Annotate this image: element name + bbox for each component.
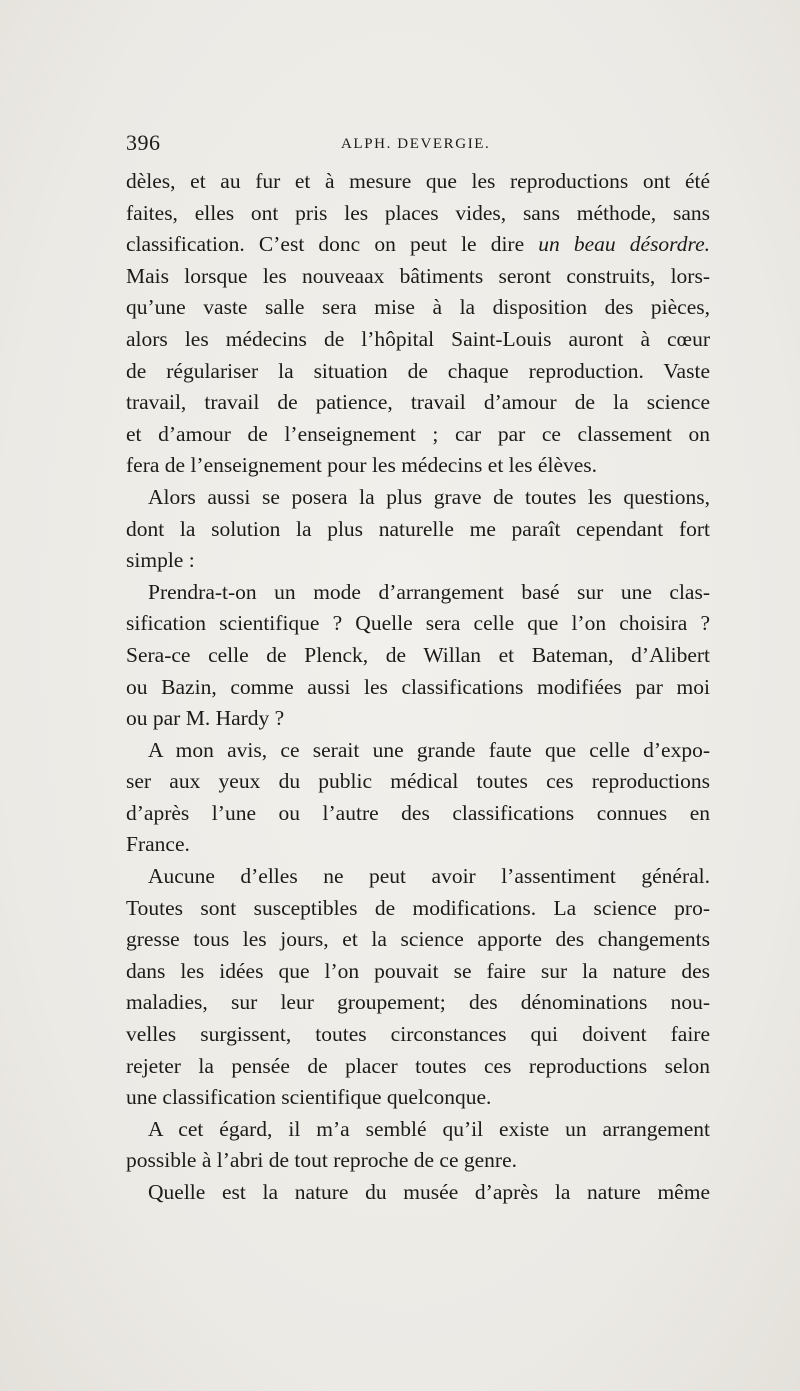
paragraph bbox=[126, 577, 710, 735]
page-header bbox=[126, 130, 710, 160]
text-line: Alors aussi se posera la plus grave de toutes les questions, bbox=[148, 484, 710, 509]
text-line: ou Bazin, comme aussi les classifications modifiées par moi bbox=[126, 674, 710, 699]
text-line: dèles, et au fur et à mesure que les reproductions ont été bbox=[126, 169, 710, 193]
paragraph bbox=[126, 735, 710, 861]
text-line: qu’une vaste salle sera mise à la disposition des pièces, bbox=[126, 295, 710, 320]
paragraph bbox=[126, 166, 710, 482]
text-line: gresse tous les jours, et la science apporte des changements bbox=[126, 927, 710, 952]
text-line: dont la solution la plus naturelle me paraît cependant fort bbox=[126, 516, 710, 541]
text-line: Sera-ce celle de Plenck, de Willan et Bateman, d’Alibert bbox=[126, 642, 710, 667]
text-line: Mais lorsque les nouveaax bâtiments seront construits, lors- bbox=[126, 263, 710, 288]
paragraph bbox=[126, 1114, 710, 1177]
italic-phrase: un beau désordre. bbox=[538, 232, 710, 257]
text-line: ser aux yeux du public médical toutes ces reproductions bbox=[126, 769, 710, 794]
text-line: A cet égard, il m’a semblé qu’il existe un arrangement bbox=[148, 1116, 710, 1141]
text-line: Aucune d’elles ne peut avoir l’assentiment général. bbox=[148, 864, 710, 889]
text-line: sification scientifique ? Quelle sera celle que l’on choisira ? bbox=[126, 611, 710, 636]
text-line: d’après l’une ou l’autre des classifications connues en bbox=[126, 800, 710, 825]
text-line: velles surgissent, toutes circonstances qui doivent faire bbox=[126, 1022, 710, 1047]
text-line bbox=[126, 229, 710, 261]
paragraph bbox=[126, 1177, 710, 1209]
text-line: ou par M. Hardy ? bbox=[126, 706, 285, 731]
text-line: et d’amour de l’enseignement ; car par ce classement on bbox=[126, 421, 710, 446]
text-line: une classification scientifique quelconque. bbox=[126, 1085, 492, 1110]
text-line: dans les idées que l’on pouvait se faire sur la nature des bbox=[126, 958, 710, 983]
text-line: fera de l’enseignement pour les médecins et les élèves. bbox=[126, 453, 598, 478]
text-line: Quelle est la nature du musée d’après la nature même bbox=[148, 1180, 710, 1204]
text-line: maladies, sur leur groupement; des dénominations nou- bbox=[126, 990, 710, 1015]
paragraph bbox=[126, 482, 710, 577]
text-line: travail, travail de patience, travail d’amour de la science bbox=[126, 390, 710, 415]
body-text bbox=[126, 166, 710, 1209]
running-head: ALPH. DEVERGIE. bbox=[341, 136, 491, 152]
paragraph bbox=[126, 861, 710, 1114]
text-line: simple : bbox=[126, 548, 195, 573]
text-line: Prendra-t-on un mode d’arrangement basé sur une clas- bbox=[148, 579, 710, 604]
text-line: de régulariser la situation de chaque reproduction. Vaste bbox=[126, 358, 710, 383]
text-line: faites, elles ont pris les places vides, sans méthode, sans bbox=[126, 200, 710, 225]
text-line: A mon avis, ce serait une grande faute que celle d’expo- bbox=[148, 737, 710, 762]
text-run: classification. C’est donc on peut le dire bbox=[126, 232, 539, 257]
text-line: possible à l’abri de tout reproche de ce genre. bbox=[126, 1148, 518, 1173]
text-line: France. bbox=[126, 832, 190, 857]
text-line: rejeter la pensée de placer toutes ces reproductions selon bbox=[126, 1053, 710, 1078]
page-number: 396 bbox=[126, 130, 161, 155]
text-line: Toutes sont susceptibles de modifications. La science pro- bbox=[126, 895, 710, 920]
text-line: alors les médecins de l’hôpital Saint-Louis auront à cœur bbox=[126, 326, 710, 351]
